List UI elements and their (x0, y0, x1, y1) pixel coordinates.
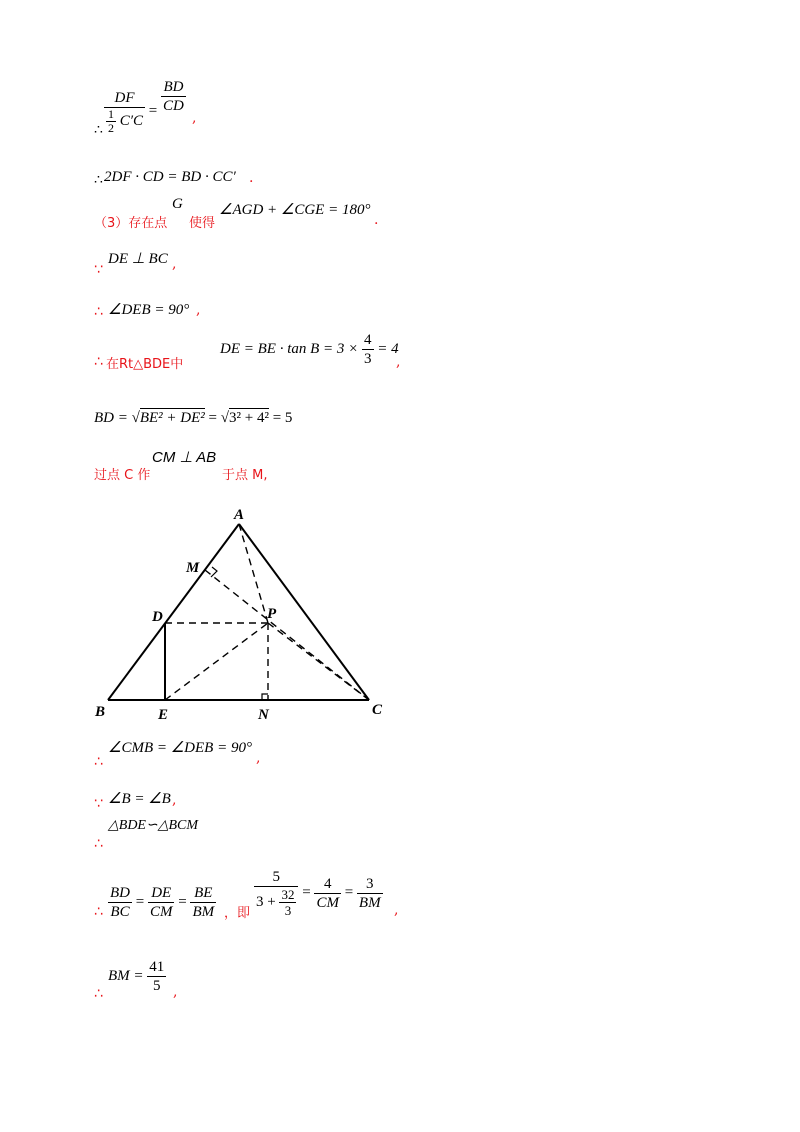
comma: , (196, 302, 201, 318)
therefore-symbol: ∴ (94, 986, 103, 1002)
namely-label: ，即 (224, 906, 251, 921)
period: . (374, 212, 379, 228)
equal-angles-statement: ∠CMB = ∠DEB = 90° (108, 740, 252, 756)
comma: , (173, 984, 178, 1000)
bm-result-equation: BM = $\frac{41}{5}$ (108, 959, 165, 994)
product-equation: 2DF · CD = BD · CC′ (104, 169, 236, 185)
part-3-mid: 使得 (189, 216, 216, 231)
bd-length-equation: BD = √BE² + DE² = √3² + 4² = 5 (94, 410, 293, 426)
ratio-equation: $\frac{BD}{BC}$ = $\frac{DE}{CM}$ = $\frac{BE}{BM}$ (110, 885, 215, 920)
comma: , (172, 792, 177, 808)
right-angle-mark-m (211, 567, 217, 577)
because-symbol: ∵ (94, 262, 103, 278)
construction-prefix: 过点 C 作 (94, 468, 151, 483)
comma: , (396, 354, 401, 370)
therefore-symbol: ∴ (94, 172, 103, 188)
period: . (249, 170, 254, 186)
therefore-symbol: ∴ (94, 122, 103, 138)
point-c-label: C (372, 702, 383, 718)
cm-perpendicular-ab: CM ⊥ AB (152, 449, 217, 466)
point-e-label: E (158, 707, 169, 723)
in-right-triangle-label: 在Rt△BDE中 (106, 357, 184, 372)
similar-triangles-statement: △BDE∽△BCM (108, 818, 199, 833)
fraction-numerator: DF (104, 89, 145, 108)
comma: , (256, 750, 261, 766)
comma: , (172, 256, 177, 272)
therefore-symbol: ∴ (94, 904, 103, 920)
point-b-label: B (95, 704, 106, 720)
therefore-symbol: ∴ (94, 304, 103, 320)
side-ab (108, 524, 239, 700)
perpendicular-statement: DE ⊥ BC (108, 251, 168, 267)
therefore-symbol: ∴ (94, 354, 103, 370)
proportion-equation: DF $\frac{1}{2}$ C′C = $\frac{BD}{CD}$ (104, 78, 186, 135)
because-symbol: ∵ (94, 796, 103, 812)
angle-sum-equation: ∠AGD + ∠CGE = 180° (219, 202, 371, 218)
comma: , (394, 902, 399, 918)
dashed-ep (165, 623, 268, 700)
dashed-pc (268, 623, 369, 700)
substituted-ratio-equation: 5 3 + $\frac{32}{3}$ = $\frac{4}{CM}$ = $\frac{3}{BM}$ (256, 869, 381, 918)
side-ac (239, 524, 369, 700)
point-g-label: G (172, 196, 183, 212)
construction-suffix: 于点 M, (222, 468, 268, 483)
angle-deb-statement: ∠DEB = 90° (108, 302, 190, 318)
point-n-label: N (258, 707, 269, 723)
point-p-label: P (267, 606, 277, 622)
tan-equation: DE = BE · tan B = 3 × $\frac{4}{3}$ = 4 (220, 332, 399, 367)
part-3-heading: （3）存在点 (94, 216, 168, 231)
therefore-symbol: ∴ (94, 836, 103, 852)
therefore-symbol: ∴ (94, 754, 103, 770)
point-m-label: M (186, 560, 200, 576)
common-angle-statement: ∠B = ∠B (108, 791, 171, 807)
comma: , (192, 110, 197, 126)
point-d-label: D (152, 609, 163, 625)
point-a-label: A (234, 507, 245, 523)
